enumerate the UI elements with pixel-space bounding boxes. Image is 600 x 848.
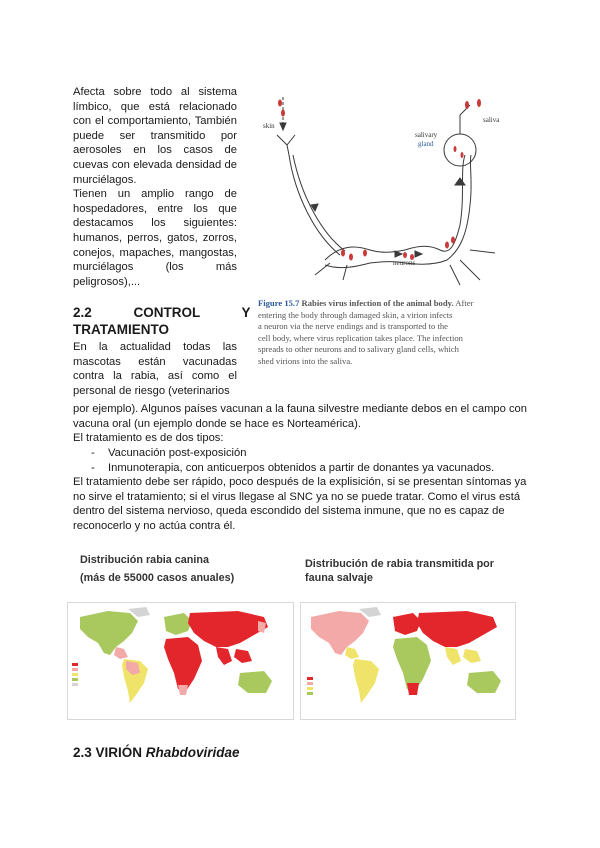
virion-icon — [454, 146, 457, 152]
bullet-item: Vacunación post-exposición — [108, 447, 247, 459]
legend-item — [307, 677, 315, 680]
rabies-infection-diagram — [255, 85, 525, 290]
region-south-asia — [216, 647, 232, 665]
text-line: El tratamiento es de dos tipos: — [73, 432, 224, 445]
heading-italic: Rhabdoviridae — [145, 745, 240, 760]
legend-item — [307, 692, 315, 695]
text-line: destacamos los siguientes: — [73, 217, 237, 230]
virion-icon — [477, 99, 481, 107]
caption-line: spreads to other neurons and to salivary gland cells, which — [258, 344, 459, 355]
region-southeast-asia — [234, 649, 252, 663]
virion-icon — [281, 110, 285, 117]
control-intro — [73, 340, 237, 398]
map-title-line: Distribución rabia canina — [80, 554, 209, 566]
nerve-ending — [277, 135, 295, 155]
arrow-head — [280, 123, 286, 130]
text-line: hospedadores, entre los que — [73, 202, 237, 215]
section-heading-virion — [73, 745, 240, 760]
caption-text: After — [455, 298, 474, 308]
label-saliva: saliva — [483, 116, 500, 124]
left-column-text — [73, 85, 237, 289]
map-title-line: fauna salvaje — [305, 572, 373, 584]
text-line: conejos, mapaches, mangostas, — [73, 246, 237, 259]
region-europe — [164, 613, 192, 635]
virion-icon — [451, 237, 455, 244]
virion-icon — [363, 250, 367, 257]
control-body — [73, 402, 529, 446]
text-line: cuevas con elevada densidad de — [73, 158, 237, 171]
region-asia — [188, 611, 268, 647]
legend-item — [307, 682, 315, 685]
legend-item — [72, 678, 80, 681]
region-japan — [258, 621, 266, 633]
region-southeast-asia — [463, 649, 481, 663]
region-central-america — [114, 647, 128, 659]
text-line: mascotas están vacunadas — [73, 355, 237, 368]
region-south-america — [353, 659, 379, 703]
legend-item — [72, 673, 80, 676]
text-line: Afecta sobre todo al sistema — [73, 86, 237, 98]
arrow-head — [455, 178, 465, 185]
text-line: no sirve el tratamiento; si el virus llegase al SNC ya no se puede tratar. Como el virus está — [73, 490, 521, 503]
map-title-wildlife — [305, 557, 494, 585]
caption-line: shed virions into the saliva. — [258, 355, 353, 366]
text-line: límbico, que está relacionado — [73, 100, 237, 113]
text-line: El tratamiento debe ser rápido, poco después de la explisición, si se presentan síntomas ya — [73, 476, 527, 488]
region-asia — [417, 611, 497, 647]
label-skin: skin — [263, 122, 275, 130]
label-salivary: salivary — [415, 131, 438, 139]
text-line: con el comportamiento, También — [73, 115, 237, 128]
caption-title: Rabies virus infection of the animal body. — [301, 298, 454, 308]
map-wildlife — [300, 602, 516, 720]
section-heading-control-2: TRATAMIENTO — [73, 322, 169, 337]
bullet-dash: - — [91, 447, 95, 459]
dendrite — [315, 263, 347, 280]
arrow-head — [415, 251, 422, 257]
gland-duct — [460, 105, 470, 134]
world-map-canine — [68, 603, 293, 719]
text-line: humanos, perros, gatos, zorros, — [73, 231, 237, 244]
map-canine — [67, 602, 294, 720]
region-australia — [467, 671, 501, 693]
region-north-america — [80, 611, 138, 655]
salivary-gland — [444, 134, 476, 166]
text-line: Tienen un amplio rango de — [73, 188, 237, 201]
legend-item — [72, 663, 80, 666]
map-title-line: (más de 55000 casos anuales) — [80, 572, 235, 584]
text-line: peligrosos),... — [73, 275, 141, 288]
virion-icon — [278, 100, 282, 107]
region-australia — [238, 671, 272, 693]
region-africa — [393, 637, 431, 691]
bullet-item: Inmunoterapia, con anticuerpos obtenidos a partir de donantes ya vacunados. — [108, 462, 495, 474]
text-line: murciélagos. — [73, 173, 137, 186]
caption-line — [258, 298, 508, 310]
label-neurons: neurons — [393, 259, 416, 267]
region-south-africa — [178, 685, 188, 695]
virion-icon — [349, 254, 353, 261]
map-legend — [72, 663, 104, 697]
map-title-canine — [80, 553, 234, 585]
text-line: por ejemplo). Algunos países vacunan a la fauna silvestre mediante debos en el campo con — [73, 403, 527, 415]
virion-icon — [465, 101, 469, 109]
text-line: personal de riesgo (veterinarios — [73, 384, 230, 397]
map-legend — [307, 677, 335, 707]
legend-item — [307, 687, 315, 690]
heading-plain: 2.3 VIRIÓN — [73, 745, 146, 760]
text-line: puede ser transmitido por — [73, 129, 237, 142]
virion-icon — [445, 242, 449, 249]
text-line: En la actualidad todas las — [73, 341, 237, 353]
control-closing — [73, 475, 529, 533]
region-south-africa — [407, 683, 419, 695]
caption-line: entering the body through damaged skin, a virion infects — [258, 309, 453, 320]
region-central-america — [345, 647, 359, 659]
virion-icon — [461, 152, 464, 158]
text-line: murciélagos (los más — [73, 261, 237, 274]
label-gland: gland — [418, 140, 434, 148]
region-europe — [393, 613, 421, 635]
text-line: reconocerlo y no actúa contra él. — [73, 519, 236, 532]
virion-icon — [403, 252, 407, 258]
region-africa — [164, 637, 202, 691]
text-line: aerosoles en los casos de — [73, 144, 237, 157]
map-title-line: Distribución de rabia transmitida por — [305, 558, 494, 570]
dendrite — [450, 250, 495, 285]
legend-item — [72, 683, 80, 686]
caption-line: cell body, where virus replication takes place. The infection — [258, 332, 463, 343]
region-north-america — [311, 611, 369, 655]
caption-number: Figure 15.7 — [258, 298, 300, 308]
heading-part: 2.2 CONTROL Y — [73, 305, 251, 320]
arrow-head — [395, 251, 402, 257]
figure-caption — [258, 298, 508, 368]
text-line: dentro del sistema nervioso, queda escondido del sistema inmune, que no es capaz de — [73, 505, 505, 518]
text-line: vacuna oral (un ejemplo donde se hace es Norteamérica). — [73, 417, 361, 430]
section-heading-control — [73, 305, 251, 320]
axon-right — [405, 155, 465, 251]
text-line: contra la rabia, así como el — [73, 370, 237, 383]
region-south-asia — [445, 647, 461, 665]
legend-item — [72, 668, 80, 671]
axon-left-2 — [293, 155, 345, 251]
bullet-dash: - — [91, 462, 95, 474]
caption-line: a neuron via the nerve endings and is transported to the — [258, 321, 448, 332]
virion-icon — [341, 250, 345, 257]
